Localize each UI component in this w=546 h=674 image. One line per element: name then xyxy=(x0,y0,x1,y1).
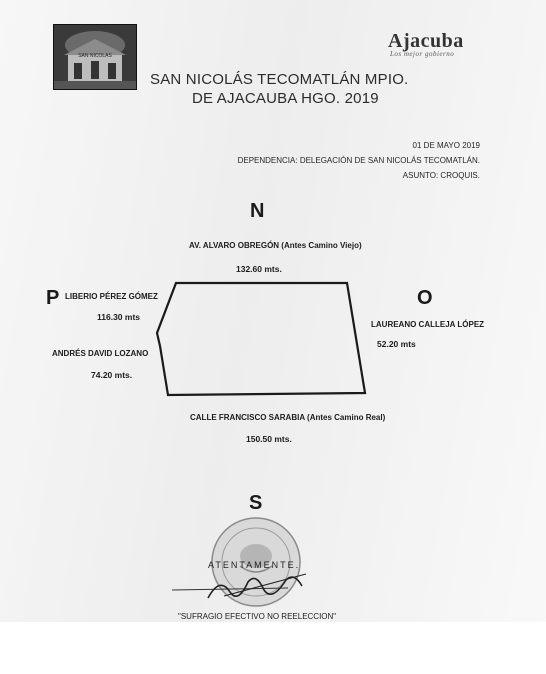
west-lower-length: 74.20 mts. xyxy=(91,370,133,380)
south-label: S xyxy=(249,492,263,514)
document-date: 01 DE MAYO 2019 xyxy=(412,141,480,150)
north-label: N xyxy=(250,200,265,222)
document-asunto: ASUNTO: CROQUIS. xyxy=(402,171,480,180)
parcel-outline xyxy=(157,283,365,395)
north-boundary-label: AV. ALVARO OBREGÓN (Antes Camino Viejo) xyxy=(189,241,362,250)
closing-text: ATENTAMENTE. xyxy=(208,560,301,570)
south-boundary-label: CALLE FRANCISCO SARABIA (Antes Camino Real) xyxy=(190,413,386,422)
svg-text:SAN NICOLAS: SAN NICOLAS xyxy=(78,53,112,59)
west-lower-owner: ANDRÉS DAVID LOZANO xyxy=(52,349,149,358)
west-upper-owner: LIBERIO PÉREZ GÓMEZ xyxy=(65,292,158,301)
title-line-2: DE AJACAUBA HGO. 2019 xyxy=(192,90,379,107)
ajacuba-logo-text: Ajacuba xyxy=(388,30,464,52)
east-length: 52.20 mts xyxy=(377,339,416,349)
title-line-1: SAN NICOLÁS TECOMATLÁN MPIO. xyxy=(150,71,409,88)
bottom-blank-strip xyxy=(0,622,546,674)
ajacuba-logo-tagline: Los mejor gobierno xyxy=(390,50,455,58)
west-label: P xyxy=(46,287,60,309)
east-label: O xyxy=(417,287,433,309)
document-dependencia: DEPENDENCIA: DELEGACIÓN DE SAN NICOLÁS TECOMATLÁN. xyxy=(237,156,480,165)
north-length: 132.60 mts. xyxy=(236,264,282,274)
east-owner: LAUREANO CALLEJA LÓPEZ xyxy=(371,320,485,329)
motto-text: "SUFRAGIO EFECTIVO NO REELECCION" xyxy=(178,612,337,621)
signature-icon xyxy=(168,568,328,608)
west-upper-length: 116.30 mts xyxy=(97,312,141,322)
south-length: 150.50 mts. xyxy=(246,434,292,444)
